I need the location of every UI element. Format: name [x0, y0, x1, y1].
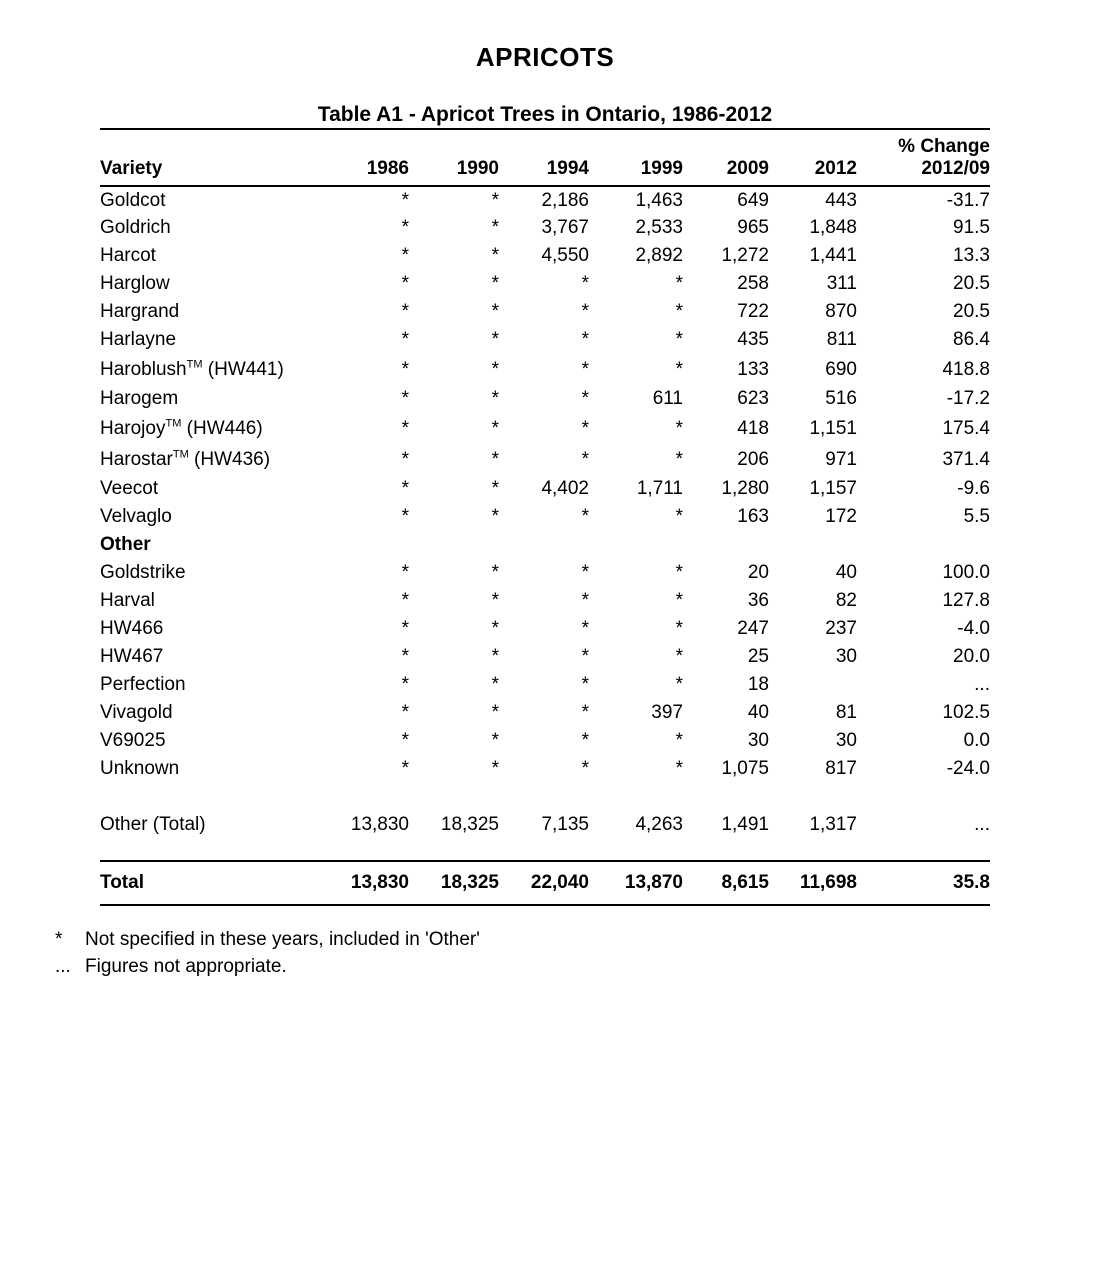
- table-row: [100, 671, 990, 699]
- pct-change-header-line1: % Change: [898, 136, 990, 157]
- value-cell: 11,698: [769, 861, 857, 905]
- value-cell: 965: [737, 217, 769, 238]
- section-header-row: [100, 531, 990, 559]
- value-cell: 13,830: [320, 861, 409, 905]
- value-cell: *: [491, 590, 499, 611]
- variety-cell: Hargrand: [100, 301, 180, 322]
- footnotes: [55, 926, 1118, 980]
- table-body: [100, 186, 990, 905]
- value-cell: 5.5: [963, 506, 990, 527]
- value-cell: *: [401, 301, 409, 322]
- value-cell: 2,186: [541, 189, 589, 211]
- table-row: [100, 727, 990, 755]
- value-cell: 30: [747, 730, 769, 751]
- value-cell: *: [491, 646, 499, 667]
- value-cell: 1,272: [721, 245, 769, 266]
- value-cell: *: [401, 590, 409, 611]
- value-cell: *: [491, 618, 499, 639]
- value-cell: 82: [835, 590, 857, 611]
- header-row: [100, 129, 990, 186]
- value-cell: *: [581, 702, 589, 723]
- variety-cell: Harojoy™ (HW446): [100, 417, 263, 439]
- value-cell: 30: [835, 646, 857, 667]
- value-cell: 237: [825, 618, 857, 639]
- value-cell: *: [581, 358, 589, 380]
- value-cell: 2,533: [635, 217, 683, 238]
- value-cell: -17.2: [946, 388, 990, 409]
- value-cell: 20: [747, 562, 769, 583]
- value-cell: 35.8: [857, 861, 990, 905]
- value-cell: *: [675, 562, 683, 583]
- table-header: [100, 129, 990, 186]
- value-cell: 817: [825, 758, 857, 779]
- table-row: [100, 811, 990, 839]
- value-cell: 1,711: [636, 478, 683, 499]
- value-cell: *: [491, 329, 499, 350]
- value-cell: *: [675, 358, 683, 380]
- footnote-ellipsis-text: Figures not appropriate.: [85, 956, 287, 977]
- value-cell: 435: [737, 329, 769, 350]
- value-cell: 91.5: [953, 217, 990, 238]
- footnote-asterisk-marker: *: [55, 929, 63, 950]
- variety-cell: HW467: [100, 646, 164, 667]
- value-cell: 1,151: [809, 417, 857, 439]
- value-cell: *: [675, 448, 683, 470]
- variety-cell: Unknown: [100, 758, 180, 779]
- value-cell: 971: [825, 448, 857, 470]
- value-cell: 1,317: [809, 814, 857, 835]
- variety-cell: Haroblush™ (HW441): [100, 358, 284, 380]
- value-cell: 4,550: [541, 245, 589, 266]
- table-row: [100, 354, 990, 385]
- value-cell: *: [401, 702, 409, 723]
- value-cell: *: [581, 417, 589, 439]
- value-cell: -9.6: [957, 478, 990, 499]
- value-cell: *: [491, 478, 499, 499]
- value-cell: [857, 531, 990, 559]
- table-row: [100, 559, 990, 587]
- table-row: [100, 643, 990, 671]
- value-cell: 13.3: [953, 245, 990, 266]
- value-cell: *: [581, 674, 589, 695]
- variety-cell: Goldstrike: [100, 562, 186, 583]
- variety-cell: Velvaglo: [100, 506, 172, 527]
- variety-cell: Perfection: [100, 674, 186, 695]
- value-cell: ...: [974, 814, 990, 835]
- value-cell: 4,402: [541, 478, 589, 499]
- value-cell: *: [581, 730, 589, 751]
- value-cell: 20.5: [953, 273, 990, 294]
- value-cell: *: [675, 417, 683, 439]
- value-cell: *: [675, 301, 683, 322]
- page-title: APRICOTS: [475, 42, 615, 72]
- value-cell: 13,830: [350, 814, 409, 835]
- value-cell: 20.5: [953, 301, 990, 322]
- value-cell: *: [401, 189, 409, 211]
- variety-cell: Harlayne: [100, 329, 177, 350]
- value-cell: 206: [737, 448, 769, 470]
- value-cell: *: [491, 702, 499, 723]
- value-cell: 175.4: [942, 417, 990, 439]
- value-cell: *: [491, 245, 499, 266]
- value-cell: 86.4: [953, 329, 990, 350]
- value-cell: *: [675, 329, 683, 350]
- value-cell: 40: [747, 702, 769, 723]
- value-cell: *: [401, 245, 409, 266]
- value-cell: 18: [747, 674, 769, 695]
- value-cell: *: [401, 388, 409, 409]
- value-cell: *: [581, 388, 589, 409]
- value-cell: 81: [835, 702, 857, 723]
- value-cell: *: [491, 273, 499, 294]
- value-cell: 1,157: [809, 478, 857, 499]
- variety-cell: Goldcot: [100, 189, 166, 211]
- value-cell: ...: [974, 674, 990, 695]
- table-row: [100, 755, 990, 783]
- value-cell: 1,848: [809, 217, 857, 238]
- value-cell: -24.0: [946, 758, 990, 779]
- value-cell: 2,892: [635, 245, 683, 266]
- column-header-2009: 2009: [683, 129, 769, 186]
- value-cell: *: [581, 590, 589, 611]
- variety-cell: Other: [100, 534, 151, 555]
- footnote-asterisk-text: Not specified in these years, included in 'Other': [85, 929, 480, 950]
- value-cell: 516: [825, 388, 857, 409]
- column-header-2012: 2012: [769, 129, 857, 186]
- value-cell: 623: [737, 388, 769, 409]
- value-cell: [499, 531, 589, 559]
- value-cell: 418.8: [942, 358, 990, 380]
- value-cell: 443: [825, 189, 857, 211]
- value-cell: 100.0: [942, 562, 990, 583]
- column-header-1999: 1999: [589, 129, 683, 186]
- value-cell: *: [581, 329, 589, 350]
- table-row: [100, 413, 990, 444]
- value-cell: *: [401, 674, 409, 695]
- value-cell: *: [581, 301, 589, 322]
- apricot-trees-table: [100, 128, 990, 906]
- table-row: [100, 298, 990, 326]
- value-cell: *: [401, 448, 409, 470]
- value-cell: *: [491, 358, 499, 380]
- value-cell: *: [491, 730, 499, 751]
- variety-cell: Harval: [100, 590, 155, 611]
- value-cell: 36: [747, 590, 769, 611]
- pct-change-header-line2: 2012/09: [921, 158, 990, 179]
- value-cell: *: [491, 448, 499, 470]
- value-cell: *: [401, 506, 409, 527]
- value-cell: 1,280: [721, 478, 769, 499]
- value-cell: [769, 531, 857, 559]
- value-cell: 163: [737, 506, 769, 527]
- value-cell: 311: [826, 273, 857, 294]
- value-cell: *: [491, 758, 499, 779]
- value-cell: 7,135: [541, 814, 589, 835]
- value-cell: *: [581, 506, 589, 527]
- variety-cell: V69025: [100, 730, 166, 751]
- table-section: [100, 102, 990, 906]
- value-cell: 371.4: [942, 448, 990, 470]
- value-cell: -31.7: [946, 189, 990, 211]
- value-cell: *: [401, 358, 409, 380]
- value-cell: 127.8: [942, 590, 990, 611]
- value-cell: *: [401, 562, 409, 583]
- value-cell: *: [401, 646, 409, 667]
- value-cell: *: [675, 618, 683, 639]
- value-cell: 418: [737, 417, 769, 439]
- table-title: Table A1 - Apricot Trees in Ontario, 1986-2012: [317, 103, 773, 126]
- value-cell: 20.0: [953, 646, 990, 667]
- column-header-pct-change: [857, 129, 990, 186]
- value-cell: 722: [737, 301, 769, 322]
- trademark-mark: TM: [172, 448, 189, 461]
- variety-cell: Harostar™ (HW436): [100, 448, 271, 470]
- value-cell: *: [491, 674, 499, 695]
- value-cell: 611: [652, 388, 683, 409]
- value-cell: 4,263: [635, 814, 683, 835]
- value-cell: 25: [747, 646, 769, 667]
- value-cell: *: [675, 273, 683, 294]
- value-cell: 18,325: [440, 814, 499, 835]
- value-cell: *: [491, 301, 499, 322]
- value-cell: 397: [651, 702, 683, 723]
- value-cell: 13,870: [589, 861, 683, 905]
- value-cell: *: [401, 329, 409, 350]
- table-row: [100, 444, 990, 475]
- column-header-1994: 1994: [499, 129, 589, 186]
- value-cell: *: [401, 618, 409, 639]
- value-cell: 30: [835, 730, 857, 751]
- value-cell: 1,463: [635, 189, 683, 211]
- table-row: [100, 475, 990, 503]
- spacer-cell: [100, 783, 990, 811]
- value-cell: *: [675, 730, 683, 751]
- table-row: [100, 326, 990, 354]
- value-cell: 258: [737, 273, 769, 294]
- table-row: [100, 385, 990, 413]
- variety-cell: Other (Total): [100, 814, 206, 835]
- value-cell: 247: [737, 618, 769, 639]
- value-cell: 1,441: [809, 245, 857, 266]
- value-cell: *: [401, 417, 409, 439]
- variety-cell: Total: [100, 861, 320, 905]
- value-cell: *: [491, 217, 499, 238]
- value-cell: 22,040: [499, 861, 589, 905]
- value-cell: 18,325: [409, 861, 499, 905]
- table-row: [100, 699, 990, 727]
- value-cell: 0.0: [963, 730, 990, 751]
- table-row: [100, 503, 990, 531]
- value-cell: 870: [825, 301, 857, 322]
- spacer-row: [100, 783, 990, 811]
- table-row: [100, 186, 990, 214]
- value-cell: *: [401, 758, 409, 779]
- variety-cell: Harcot: [100, 245, 156, 266]
- footnote-ellipsis-marker: ...: [55, 956, 71, 977]
- value-cell: 649: [737, 189, 769, 211]
- variety-cell: HW466: [100, 618, 164, 639]
- value-cell: 40: [835, 562, 857, 583]
- value-cell: [769, 671, 857, 699]
- value-cell: [409, 531, 499, 559]
- value-cell: *: [675, 506, 683, 527]
- value-cell: 1,491: [721, 814, 769, 835]
- value-cell: 811: [826, 329, 857, 350]
- value-cell: 1,075: [721, 758, 769, 779]
- value-cell: 133: [737, 358, 769, 380]
- value-cell: 8,615: [683, 861, 769, 905]
- value-cell: *: [675, 758, 683, 779]
- value-cell: *: [491, 388, 499, 409]
- value-cell: *: [491, 506, 499, 527]
- value-cell: *: [401, 217, 409, 238]
- value-cell: *: [581, 562, 589, 583]
- column-header-1986: 1986: [320, 129, 409, 186]
- variety-cell: Vivagold: [100, 702, 173, 723]
- spacer-cell: [100, 839, 990, 861]
- value-cell: 3,767: [541, 217, 589, 238]
- value-cell: -4.0: [957, 618, 990, 639]
- value-cell: *: [675, 590, 683, 611]
- footnote-asterisk: [55, 926, 1118, 953]
- value-cell: [589, 531, 683, 559]
- table-row: [100, 242, 990, 270]
- variety-cell: Harglow: [100, 273, 170, 294]
- footnote-ellipsis: [55, 953, 1118, 980]
- value-cell: *: [491, 417, 499, 439]
- table-row: [100, 270, 990, 298]
- value-cell: *: [581, 273, 589, 294]
- value-cell: *: [581, 758, 589, 779]
- value-cell: *: [491, 189, 499, 211]
- trademark-mark: TM: [165, 417, 182, 430]
- variety-cell: Goldrich: [100, 217, 171, 238]
- value-cell: 102.5: [942, 702, 990, 723]
- trademark-mark: TM: [186, 358, 203, 371]
- total-row: [100, 861, 990, 905]
- value-cell: *: [491, 562, 499, 583]
- table-row: [100, 214, 990, 242]
- value-cell: *: [675, 674, 683, 695]
- value-cell: *: [401, 478, 409, 499]
- table-row: [100, 615, 990, 643]
- spacer-row: [100, 839, 990, 861]
- column-header-variety: Variety: [100, 129, 320, 186]
- variety-cell: Veecot: [100, 478, 159, 499]
- value-cell: [320, 531, 409, 559]
- column-header-1990: 1990: [409, 129, 499, 186]
- table-row: [100, 587, 990, 615]
- value-cell: *: [581, 618, 589, 639]
- value-cell: 172: [825, 506, 857, 527]
- value-cell: [683, 531, 769, 559]
- value-cell: 690: [825, 358, 857, 380]
- value-cell: *: [581, 448, 589, 470]
- value-cell: *: [401, 273, 409, 294]
- value-cell: *: [581, 646, 589, 667]
- value-cell: *: [675, 646, 683, 667]
- value-cell: *: [401, 730, 409, 751]
- variety-cell: Harogem: [100, 388, 179, 409]
